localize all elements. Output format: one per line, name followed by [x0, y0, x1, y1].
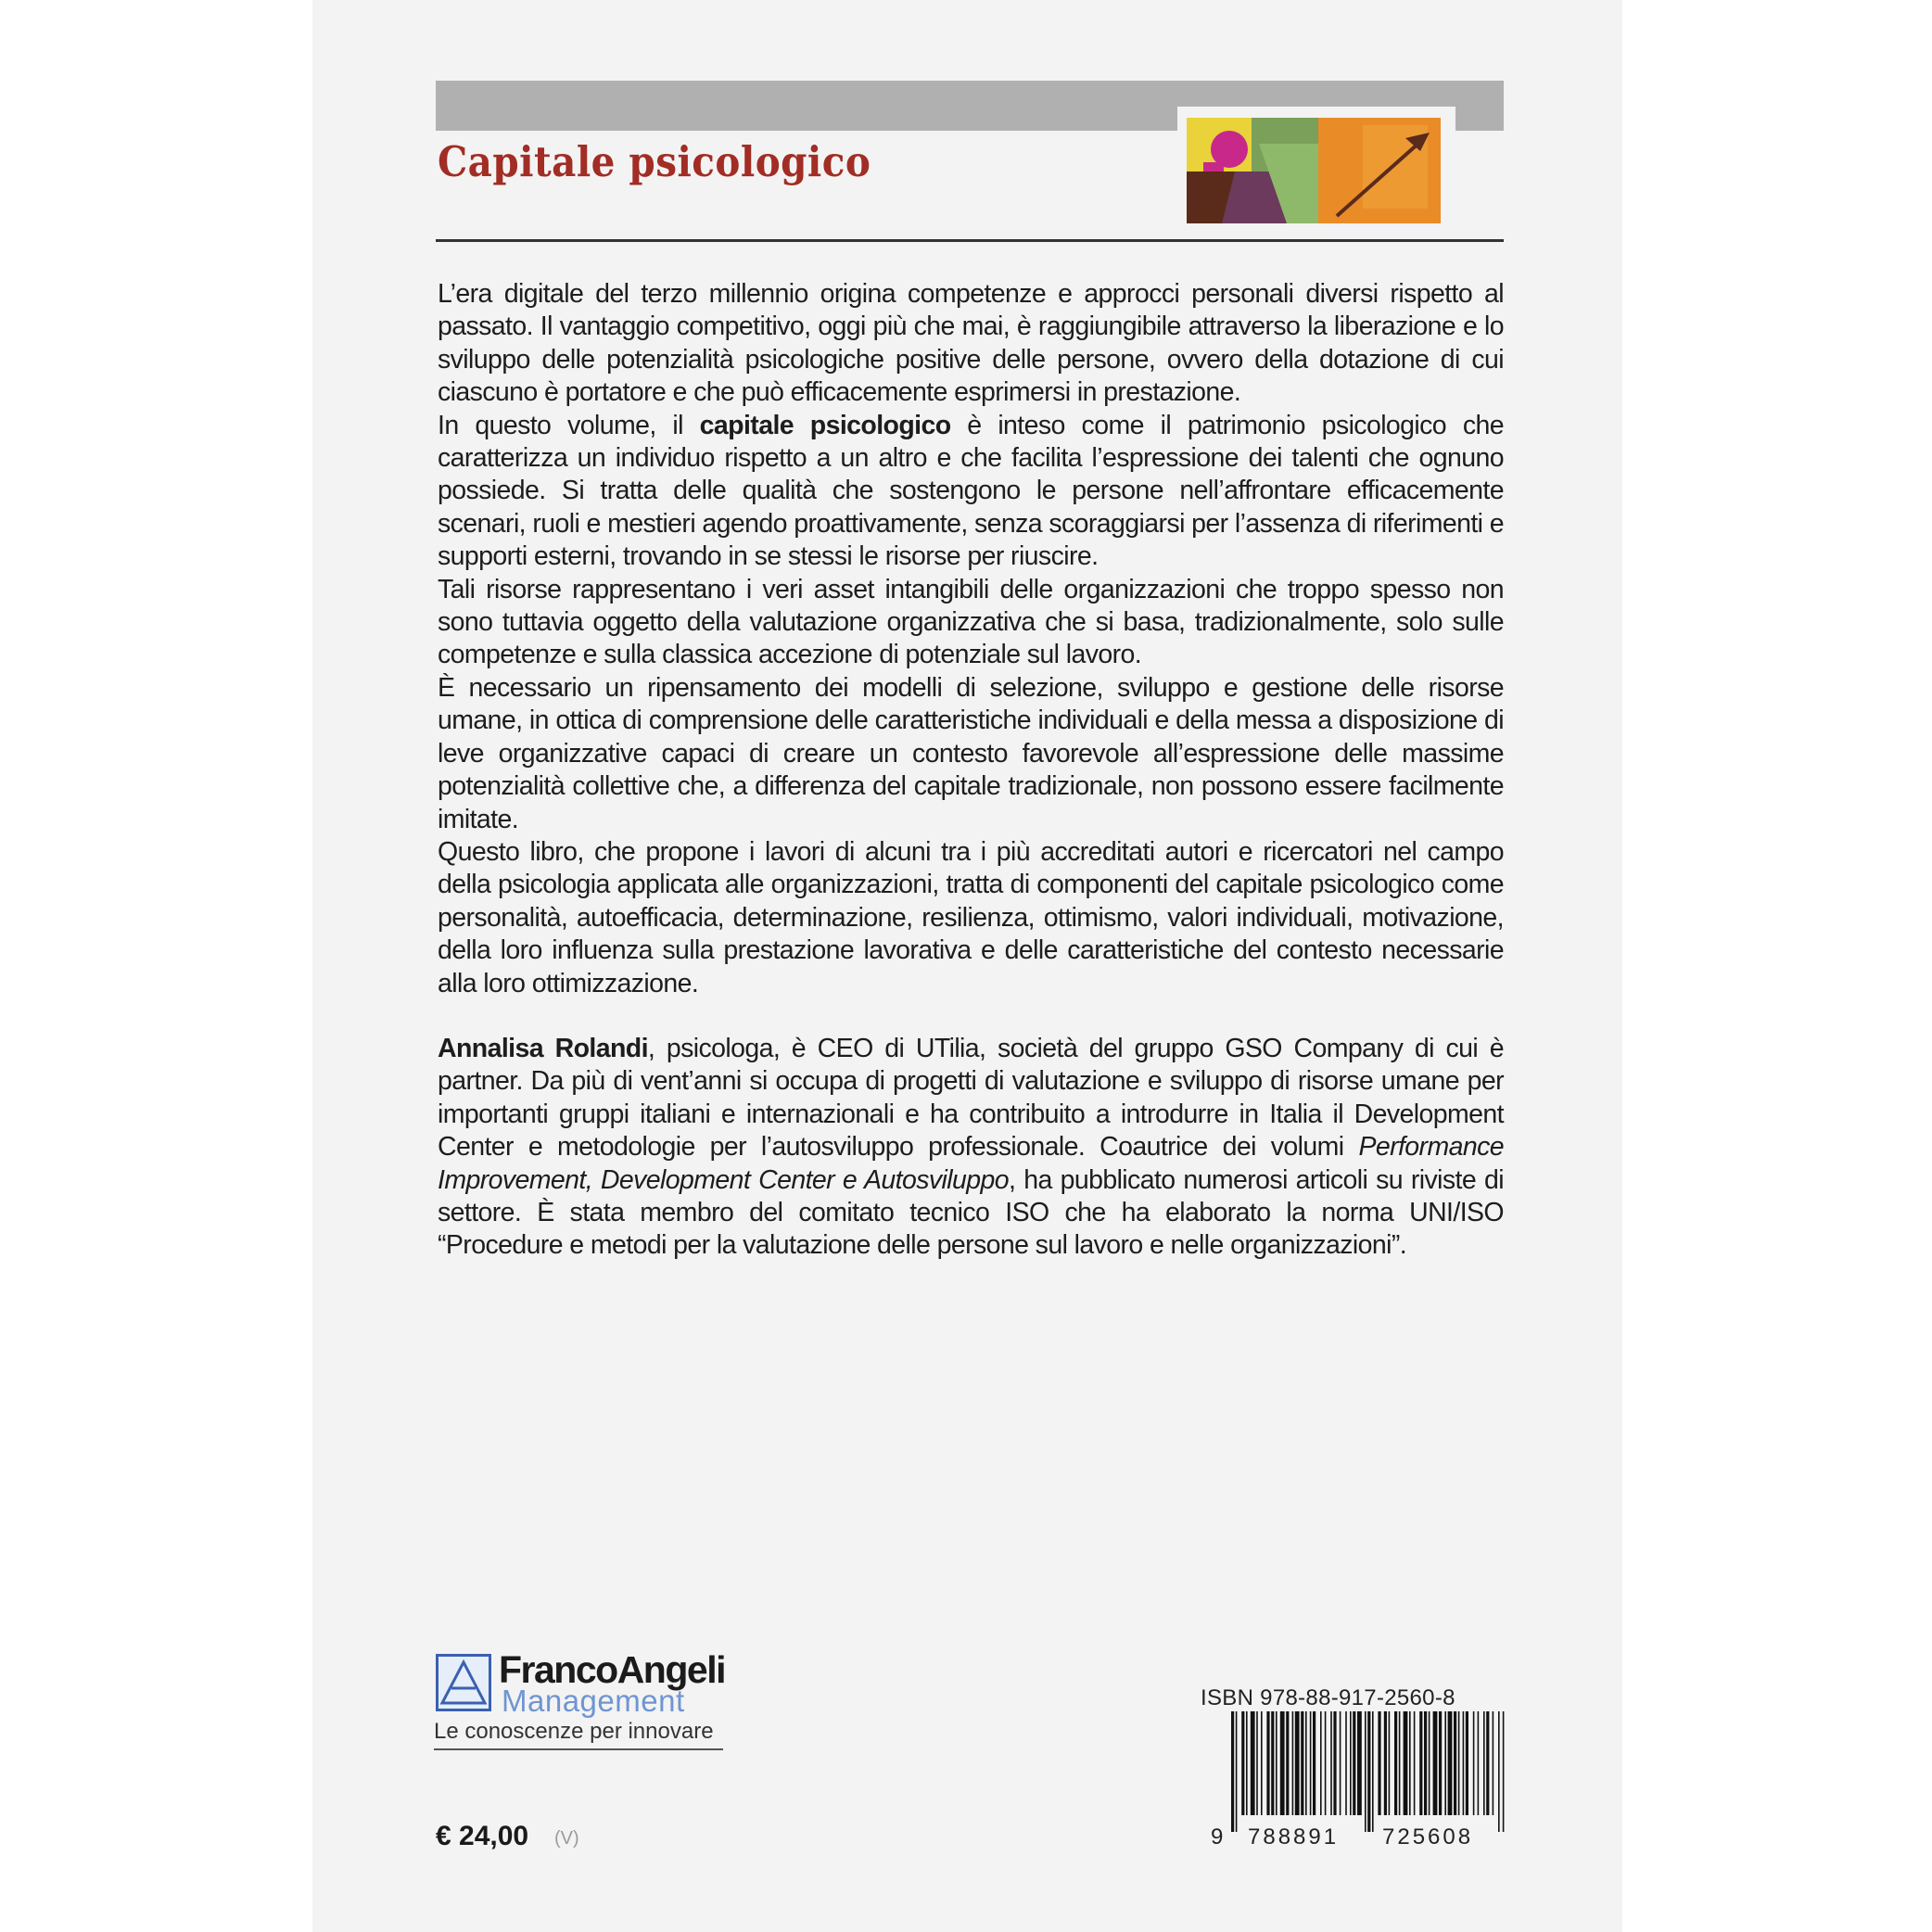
barcode-bar — [1473, 1711, 1475, 1815]
barcode-bar — [1305, 1711, 1307, 1815]
barcode-bar — [1389, 1711, 1391, 1815]
title-divider — [436, 239, 1504, 242]
cover-art-frame — [1177, 107, 1455, 229]
barcode-bar — [1365, 1711, 1366, 1832]
back-cover-text — [438, 278, 1504, 1263]
barcode-bar — [1424, 1711, 1427, 1815]
barcode — [1231, 1711, 1506, 1832]
barcode-bar — [1399, 1711, 1401, 1815]
barcode-bar — [1236, 1711, 1238, 1832]
barcode-digits-right: 725608 — [1382, 1824, 1474, 1849]
barcode-bar — [1350, 1711, 1352, 1815]
barcode-bar — [1433, 1711, 1438, 1815]
barcode-bar — [1256, 1711, 1258, 1815]
description-paragraph: Tali risorse rappresentano i veri asset intangibili delle organizzazioni che troppo spesso non sono tuttavia oggetto della valutazione organizzativa che si basa, tradizionalmente, solo sulle competenze e sulla classica accezione di potenziale sul lavoro. — [438, 574, 1504, 670]
barcode-bar — [1340, 1711, 1341, 1815]
barcode-bar — [1466, 1711, 1468, 1815]
barcode-bar — [1478, 1711, 1480, 1815]
description-paragraph: In questo volume, il capitale psicologico è inteso come il patrimonio psicologico che caratterizza un individuo rispetto a un altro e che facilita l’espressione dei talenti che ognuno possiede. Si tratta delle qualità che sostengono le persone nell’affrontare efficacemente scenari, ruoli e mestieri agendo proattivamente, senza scoraggiarsi per l’assenza di riferimenti e supporti esterni, trovando in se stessi le risorse per riuscire. — [438, 410, 1504, 572]
paragraph-gap — [438, 1000, 1504, 1033]
book-title: Capitale psicologico — [438, 137, 871, 186]
price-code: (V) — [554, 1828, 579, 1849]
barcode-bar — [1301, 1711, 1303, 1815]
price: € 24,00 — [436, 1821, 529, 1851]
barcode-bar — [1394, 1711, 1397, 1815]
description-paragraph: È necessario un ripensamento dei modelli di selezione, sviluppo e gestione delle risorse umane, in ottica di comprensione delle caratteristiche individuali e della messa a disposizione di leve organizzative capaci di creare un contesto favorevole all’espressione delle massime potenzialità collettive che, a differenza del capitale tradizionale, non possono essere facilmente imitate. — [438, 672, 1504, 834]
barcode-digits-left: 788891 — [1248, 1824, 1340, 1849]
author-bio: Annalisa Rolandi, psicologa, è CEO di UTilia, società del gruppo GSO Company di cui è partner. Da più di vent’anni si occupa di progetti di valutazione e sviluppo di risorse umane per importanti gruppi italiani e internazionali e ha contribuito a introdurre in Italia il Development Center e metodologie per l’autosviluppo professionale. Coautrice dei volumi Performance Improvement, Development Center e Autosviluppo, ha pubblicato numerosi articoli su riviste di settore. È stata membro del comitato tecnico ISO che ha elaborato la norma UNI/ISO “Procedure e metodi per la valutazione delle persone sul lavoro e nelle organizzazioni”. — [438, 1033, 1504, 1261]
triangle-a-logo-icon — [436, 1654, 491, 1711]
publisher-series: Management — [502, 1684, 685, 1718]
barcode-bar — [1367, 1711, 1370, 1832]
barcode-bar — [1261, 1711, 1263, 1815]
barcode-bar — [1286, 1711, 1289, 1815]
barcode-bar — [1292, 1711, 1294, 1815]
description-paragraph: Questo libro, che propone i lavori di alcuni tra i più accreditati autori e ricercatori nel campo della psicologia applicata alle organizzazioni, tratta di componenti del capitale psicologico come personalità, autoefficacia, determinazione, resilienza, ottimismo, valori individuali, motivazione, della loro influenza sulla prestazione lavorativa e delle caratteristiche del contesto necessarie alla loro ottimizzazione. — [438, 836, 1504, 998]
barcode-bar — [1372, 1711, 1374, 1832]
barcode-bar — [1231, 1711, 1234, 1832]
publisher-logo — [434, 1648, 731, 1752]
barcode-bar — [1313, 1711, 1316, 1815]
description-paragraph: L’era digitale del terzo millennio origina competenze e approcci personali diversi rispetto al passato. Il vantaggio competitivo, oggi più che mai, è raggiungibile attraverso la liberazione e lo sviluppo delle potenzialità psicologiche positive delle persone, ovvero della dotazione di cui ciascuno è portatore e che può efficacemente esprimersi in prestazione. — [438, 279, 1504, 408]
barcode-bar — [1493, 1711, 1494, 1815]
barcode-bar — [1503, 1711, 1505, 1832]
publisher-name: FrancoAngeli — [499, 1648, 725, 1691]
cover-art-illustration — [1177, 107, 1455, 229]
barcode-bar — [1280, 1711, 1285, 1815]
barcode-bar — [1384, 1711, 1387, 1815]
barcode-bar — [1414, 1711, 1416, 1815]
barcode-bar — [1276, 1711, 1277, 1815]
isbn-label: ISBN 978-88-917-2560-8 — [1201, 1685, 1455, 1710]
barcode-bar — [1251, 1711, 1255, 1815]
barcode-bar — [1295, 1711, 1300, 1815]
barcode-bar — [1241, 1711, 1244, 1815]
barcode-bar — [1486, 1711, 1489, 1815]
barcode-bar — [1458, 1711, 1460, 1815]
barcode-bar — [1409, 1711, 1411, 1815]
barcode-bar — [1271, 1711, 1274, 1815]
barcode-bar — [1463, 1711, 1465, 1815]
barcode-bar — [1498, 1711, 1500, 1832]
barcode-bar — [1333, 1711, 1336, 1815]
barcode-bar — [1246, 1711, 1248, 1815]
barcode-bar — [1378, 1711, 1380, 1815]
barcode-bar — [1266, 1711, 1269, 1815]
barcode-bar — [1330, 1711, 1332, 1815]
barcode-bar — [1429, 1711, 1430, 1815]
barcode-bar — [1357, 1711, 1362, 1815]
barcode-bar — [1483, 1711, 1485, 1815]
barcode-bar — [1345, 1711, 1347, 1815]
barcode-bar — [1353, 1711, 1355, 1815]
barcode-bar — [1454, 1711, 1456, 1815]
barcode-bar — [1419, 1711, 1422, 1815]
tagline-underline — [434, 1748, 723, 1750]
barcode-bar — [1310, 1711, 1312, 1815]
barcode-digit-first: 9 — [1211, 1824, 1224, 1849]
barcode-bar — [1448, 1711, 1453, 1815]
barcode-bar — [1320, 1711, 1322, 1815]
publisher-tagline: Le conoscenze per innovare — [434, 1719, 714, 1744]
barcode-bar — [1404, 1711, 1408, 1815]
author-name: Annalisa Rolandi — [438, 1033, 648, 1063]
barcode-bar — [1439, 1711, 1442, 1815]
barcode-bar — [1325, 1711, 1327, 1815]
barcode-bar — [1444, 1711, 1446, 1815]
